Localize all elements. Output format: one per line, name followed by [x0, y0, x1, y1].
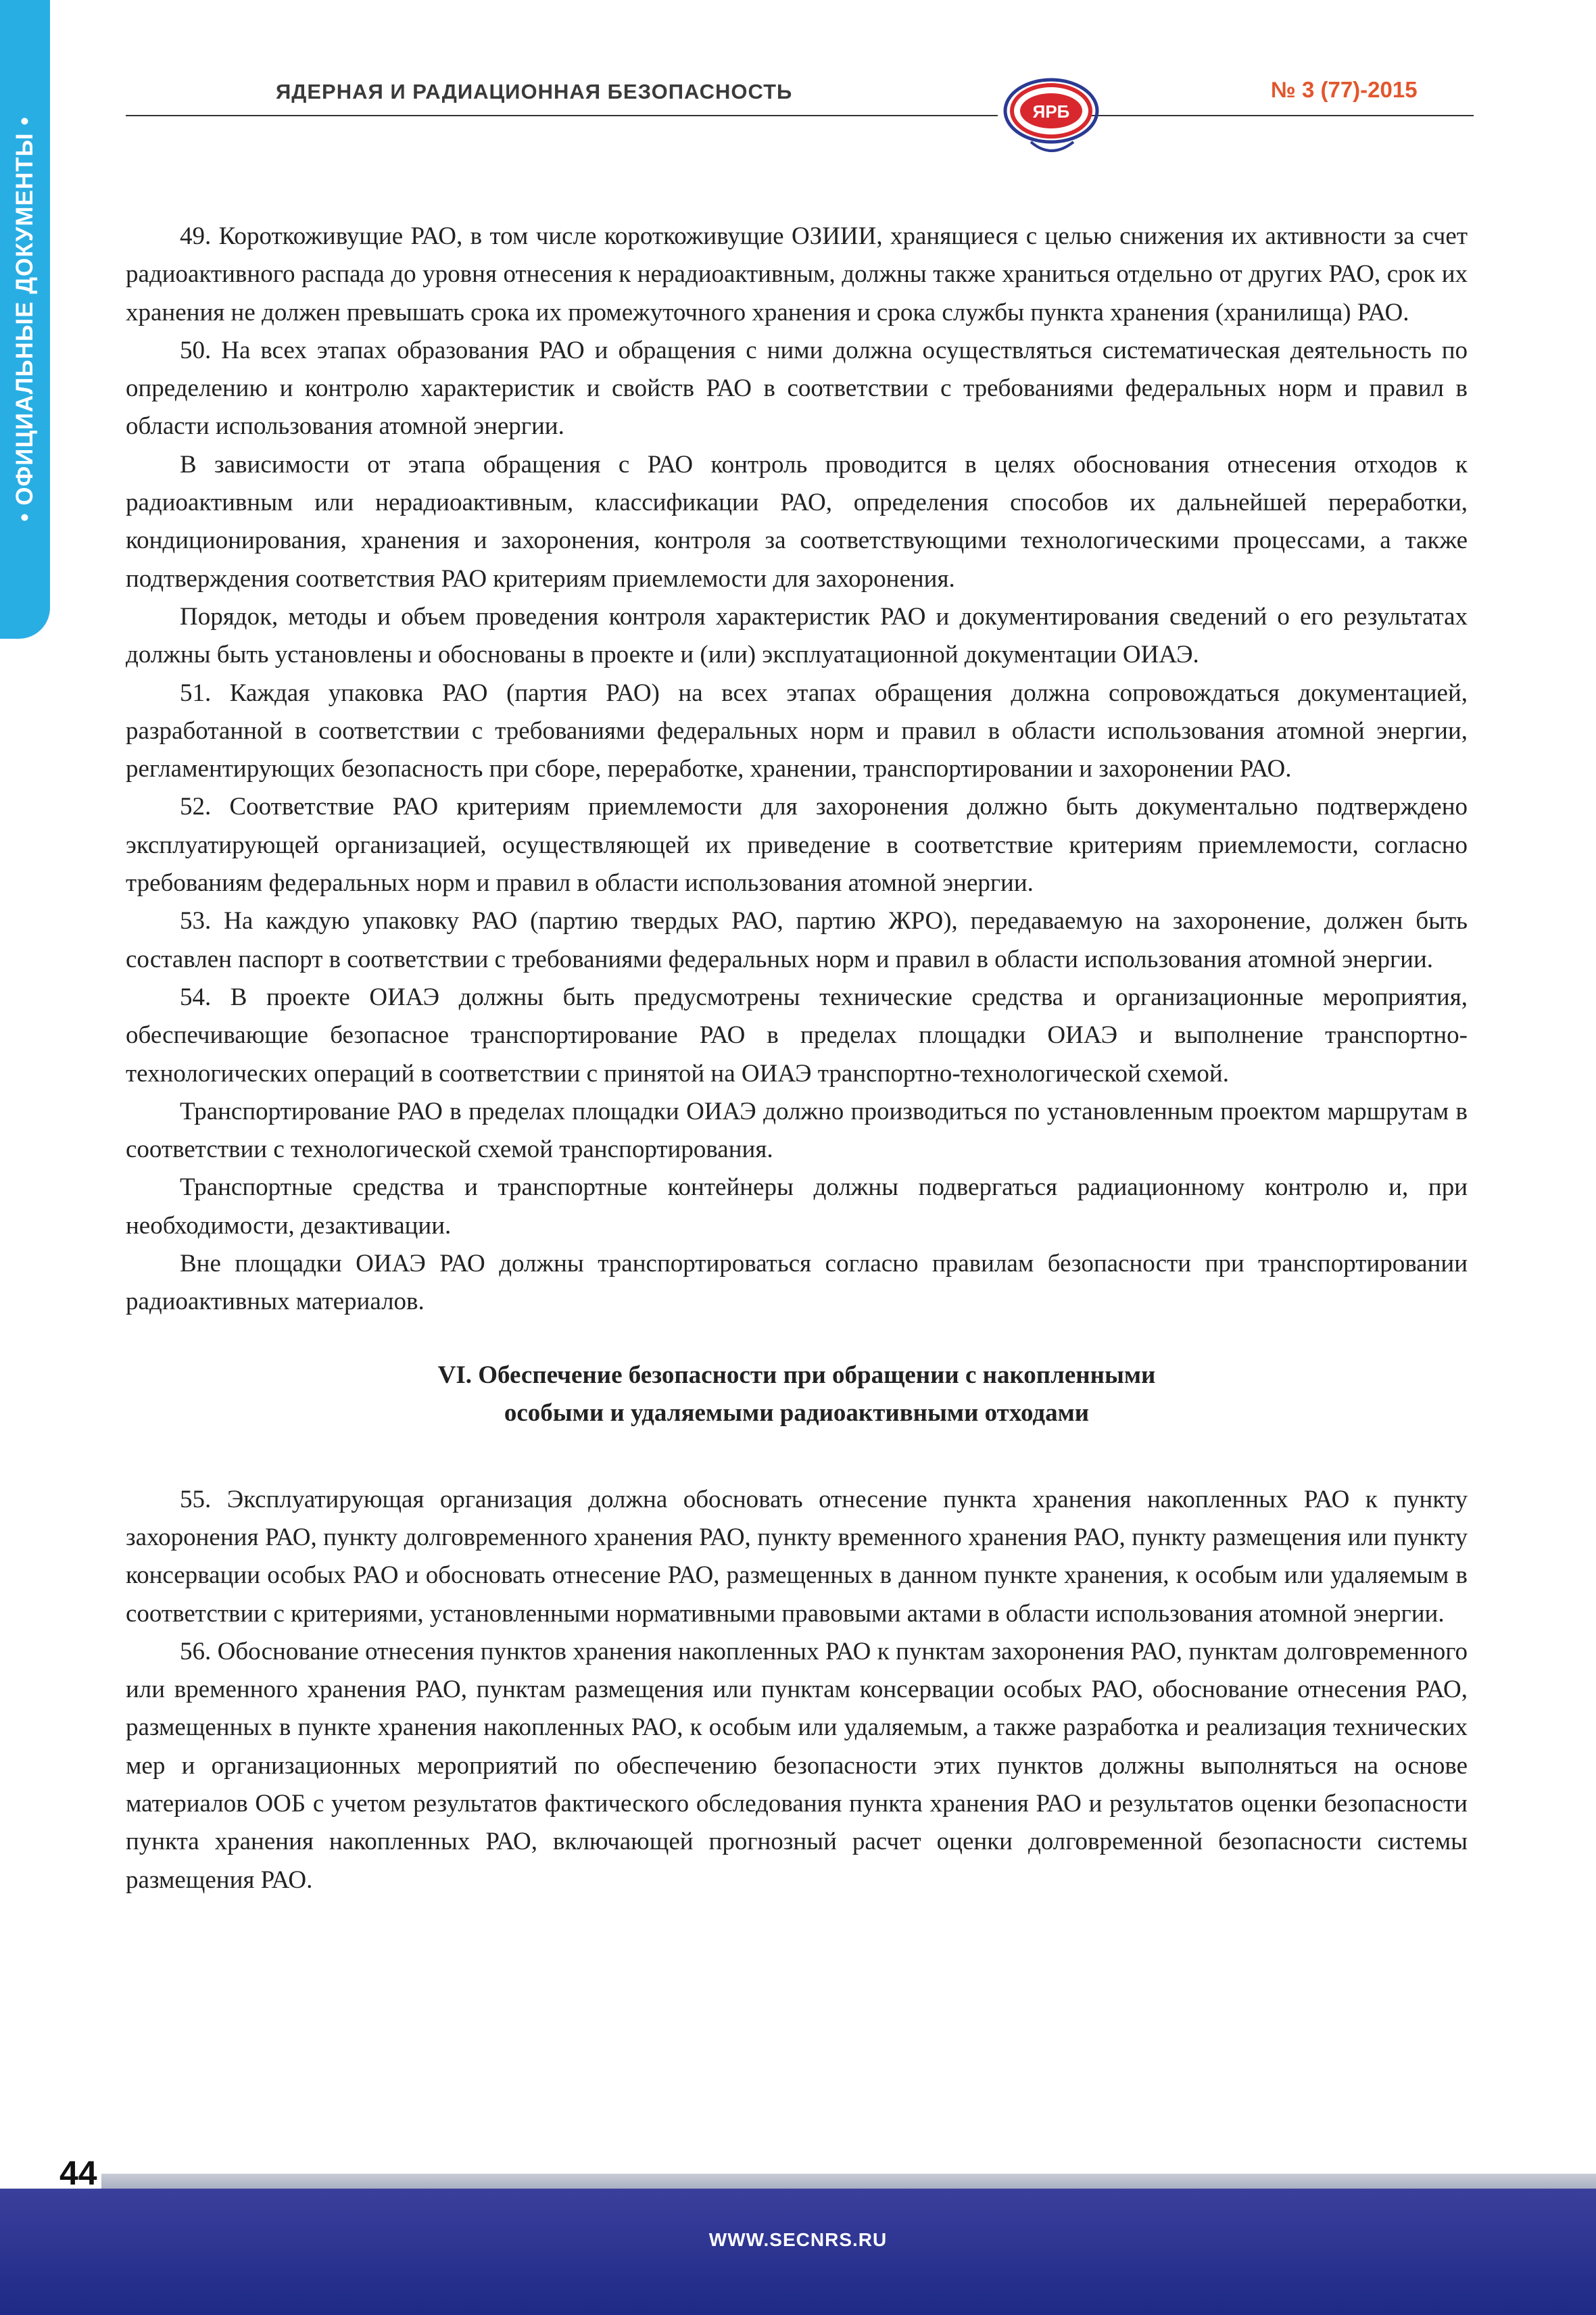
- paragraph-53: 53. На каждую упаковку РАО (партию твердых РАО, партию ЖРО), передаваемую на захоронение, должен быть составлен паспорт в соответствии с требованиями федеральных норм и правил в области использования атомной энергии.: [126, 907, 1468, 973]
- section-heading-line-1: VI. Обеспечение безопасности при обращении с накопленными: [437, 1361, 1156, 1389]
- paragraph-54: 54. В проекте ОИАЭ должны быть предусмотрены технические средства и организационные мероприятия, обеспечивающие безопасное транспортирование РАО в пределах площадки ОИАЭ и выполнение транспортно-технологических операций в соответствии с принятой на ОИАЭ транспортно-технологической схемой.: [126, 983, 1468, 1088]
- side-tab: [0, 0, 50, 639]
- paragraph-51: 51. Каждая упаковка РАО (партия РАО) на всех этапах обращения должна сопровождаться документацией, разработанной в соответствии с требованиями федеральных норм и правил в области использования атомной энергии, регламентирующих безопасность при сборе, переработке, хранении, транспортировании и захоронении РАО.: [126, 679, 1468, 783]
- paragraph-55: 55. Эксплуатирующая организация должна обосновать отнесение пункта хранения накопленных РАО к пункту захоронения РАО, пункту долговременного хранения РАО, пункту временного хранения РАО, пункту размещения или пункту консервации особых РАО и обосновать отнесение РАО, размещенных в данном пункте хранения, к особым или удаляемым в соответствии с критериями, установленными нормативными правовыми актами в области использования атомной энергии.: [126, 1485, 1468, 1628]
- side-tab-label: • ОФИЦИАЛЬНЫЕ ДОКУМЕНТЫ •: [11, 116, 38, 522]
- paragraph-52: 52. Соответствие РАО критериям приемлемости для захоронения должно быть документально подтверждено эксплуатирующей организацией, осуществляющей их приведение в соответствие критериям приемлемости, согласно требованиям федеральных норм и правил в области использования атомной энергии.: [126, 793, 1468, 898]
- section-heading-line-2: особыми и удаляемыми радиоактивными отходами: [504, 1398, 1090, 1427]
- paragraph-50-procedure: Порядок, методы и объем проведения контроля характеристик РАО и документирования сведений о его результатах должны быть установлены и обоснованы в проекте и (или) эксплуатационной документации ОИАЭ.: [126, 602, 1468, 669]
- header-rule-left: [126, 115, 998, 116]
- section-heading: [126, 1357, 1468, 1432]
- issue-number: № 3 (77)-2015: [1271, 77, 1418, 102]
- paragraph-49: 49. Короткоживущие РАО, в том числе короткоживущие ОЗИИИ, хранящиеся с целью снижения их активности за счет радиоактивного распада до уровня отнесения к нерадиоактивным, должны также храниться отдельно от других РАО, срок их хранения не должен превышать срока их промежуточного хранения и срока службы пункта хранения (хранилища) РАО.: [126, 222, 1468, 326]
- paragraph-56: 56. Обоснование отнесения пунктов хранения накопленных РАО к пунктам захоронения РАО, пунктам долговременного или временного хранения РАО, пунктам размещения или пунктам консервации особых РАО, обоснование отнесения РАО, размещенных в пункте хранения накопленных РАО, к особым или удаляемым, а также разработка и реализация технических мер и организационных мероприятий по обеспечению безопасности этих пунктов должны выполняться на основе материалов ООБ с учетом результатов фактического обследования пункта хранения РАО и результатов оценки безопасности пункта хранения накопленных РАО, включающей прогнозный расчет оценки долговременной безопасности системы размещения РАО.: [126, 1637, 1468, 1894]
- journal-title: ЯДЕРНАЯ И РАДИАЦИОННАЯ БЕЗОПАСНОСТЬ: [276, 80, 793, 103]
- footer-bar: [0, 2189, 1596, 2315]
- footer-url[interactable]: WWW.SECNRS.RU: [708, 2229, 888, 2250]
- paragraph-50-control: В зависимости от этапа обращения с РАО контроль проводится в целях обоснования отнесения отходов к радиоактивным или нерадиоактивным, классификации РАО, определения способов их дальнейшей переработки, кондиционирования, хранения и захоронения, контроля за соответствующими технологическими процессами, а также подтверждения соответствия РАО критериям приемлемости для захоронения.: [126, 450, 1468, 593]
- document-body: [126, 218, 1468, 1899]
- paragraph-54-offsite: Вне площадки ОИАЭ РАО должны транспортироваться согласно правилам безопасности при транспортировании радиоактивных материалов.: [126, 1250, 1468, 1316]
- page-number: 44: [59, 2154, 97, 2192]
- paragraph-50: 50. На всех этапах образования РАО и обращения с ними должна осуществляться систематическая деятельность по определению и контролю характеристик и свойств РАО в соответствии с требованиями федеральных норм и правил в области использования атомной энергии.: [126, 336, 1468, 441]
- paragraph-54-transport: Транспортирование РАО в пределах площадки ОИАЭ должно производиться по установленным проектом маршрутам в соответствии с технологической схемой транспортирования.: [126, 1097, 1468, 1164]
- logo-text: ЯРБ: [1032, 101, 1070, 122]
- header-rule-right: [1088, 115, 1474, 116]
- paragraph-54-vehicles: Транспортные средства и транспортные контейнеры должны подвергаться радиационному контролю и, при необходимости, дезактивации.: [126, 1173, 1468, 1240]
- footer-stripe: [101, 2174, 1596, 2189]
- journal-logo: [994, 66, 1109, 161]
